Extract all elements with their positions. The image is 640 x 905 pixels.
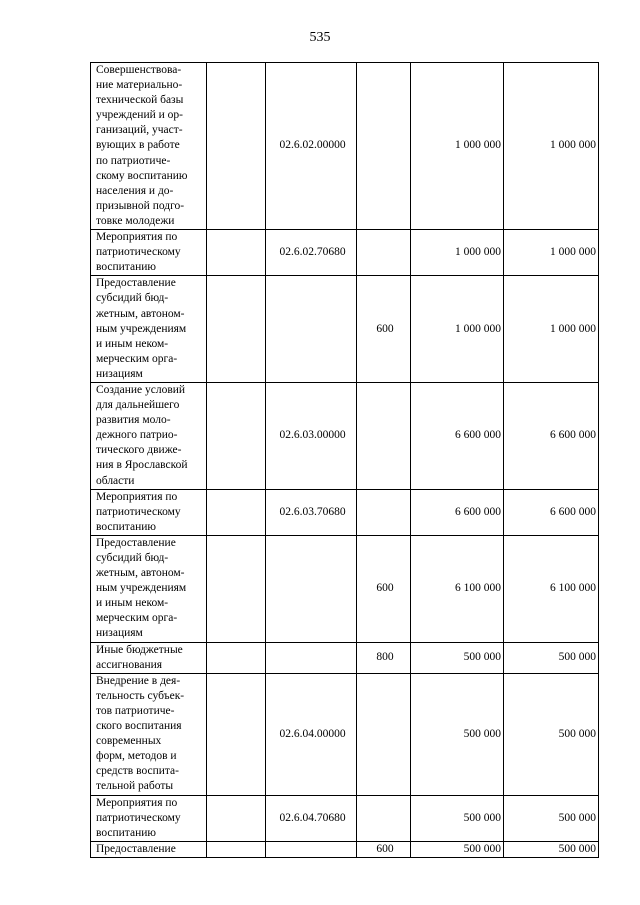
- item-name-line: тельной работы: [96, 780, 174, 793]
- amount-year2-cell: 1 000 000: [504, 63, 599, 230]
- item-name-cell: [91, 276, 207, 383]
- amount-year1-cell: 6 600 000: [411, 489, 504, 535]
- item-name-line: современных: [96, 735, 162, 748]
- item-name-line: Создание условий: [96, 383, 186, 396]
- table-row: [91, 276, 599, 383]
- ministry-code-cell: [207, 489, 266, 535]
- amount-year2-cell: 500 000: [504, 841, 599, 857]
- amount-year1-cell: 1 000 000: [411, 276, 504, 383]
- amount-year1-cell: 500 000: [411, 795, 504, 841]
- table-row: [91, 673, 599, 795]
- item-name-cell: [91, 63, 207, 230]
- amount-year1-cell: 1 000 000: [411, 63, 504, 230]
- item-name-line: субсидий бюд-: [96, 292, 169, 305]
- item-name-cell: [91, 382, 207, 489]
- amount-year1-cell: 500 000: [411, 642, 504, 673]
- item-name-line: Совершенствова-: [96, 64, 182, 76]
- item-name-line: Мероприятия по: [96, 490, 178, 503]
- target-article-cell: [266, 642, 357, 673]
- target-article-cell: [266, 535, 357, 642]
- item-name-line: по патриотиче-: [96, 154, 171, 167]
- item-name-line: ганизаций, участ-: [96, 124, 183, 137]
- item-name-cell: [91, 230, 207, 276]
- page-number: 535: [309, 30, 331, 45]
- item-name-line: и иным неком-: [96, 597, 169, 610]
- item-name-line: форм, методов и: [96, 750, 177, 763]
- item-name-line: патриотическому: [96, 246, 181, 259]
- amount-year1-cell: 1 000 000: [411, 230, 504, 276]
- ministry-code-cell: [207, 276, 266, 383]
- item-name-line: Предоставление: [96, 536, 176, 549]
- ministry-code-cell: [207, 535, 266, 642]
- expense-type-cell: [357, 673, 411, 795]
- amount-year2-cell: 6 600 000: [504, 489, 599, 535]
- item-name-line: тов патриотиче-: [96, 704, 175, 717]
- item-name-line: населения и до-: [96, 184, 174, 197]
- item-name-line: призывной подго-: [96, 199, 185, 212]
- expense-type-cell: [357, 489, 411, 535]
- item-name-cell: [91, 642, 207, 673]
- item-name-cell: [91, 535, 207, 642]
- amount-year2-cell: 500 000: [504, 673, 599, 795]
- table-row: [91, 489, 599, 535]
- item-name-line: ния в Ярославской: [96, 459, 188, 472]
- target-article-cell: 02.6.02.70680: [266, 230, 357, 276]
- item-name-line: средств воспита-: [96, 765, 179, 778]
- item-name-line: Предоставление: [96, 842, 176, 855]
- ministry-code-cell: [207, 63, 266, 230]
- expense-type-cell: 600: [357, 535, 411, 642]
- item-name-line: Внедрение в дея-: [96, 674, 181, 687]
- item-name-line: дежного патрио-: [96, 429, 178, 442]
- budget-table-body: [91, 63, 599, 858]
- item-name-line: товке молодежи: [96, 214, 175, 227]
- item-name-line: развития моло-: [96, 414, 171, 427]
- item-name-line: и иным неком-: [96, 337, 169, 350]
- table-row: [91, 230, 599, 276]
- amount-year1-cell: 500 000: [411, 841, 504, 857]
- item-name-cell: [91, 795, 207, 841]
- amount-year2-cell: 1 000 000: [504, 230, 599, 276]
- expense-type-cell: 600: [357, 276, 411, 383]
- item-name-cell: [91, 673, 207, 795]
- item-name-line: тельность субъек-: [96, 689, 185, 702]
- ministry-code-cell: [207, 795, 266, 841]
- ministry-code-cell: [207, 673, 266, 795]
- item-name-line: ние материально-: [96, 79, 183, 92]
- item-name-line: Мероприятия по: [96, 231, 178, 244]
- expense-type-cell: [357, 382, 411, 489]
- item-name-line: мерческим орга-: [96, 352, 178, 365]
- amount-year1-cell: 6 600 000: [411, 382, 504, 489]
- target-article-cell: 02.6.04.00000: [266, 673, 357, 795]
- amount-year2-cell: 6 100 000: [504, 535, 599, 642]
- item-name-cell: [91, 489, 207, 535]
- item-name-line: ассигнования: [96, 658, 163, 671]
- item-name-line: низациям: [96, 627, 143, 640]
- item-name-line: жетным, автоном-: [96, 567, 185, 580]
- item-name-line: тического движе-: [96, 444, 182, 457]
- table-row: [91, 382, 599, 489]
- item-name-line: субсидий бюд-: [96, 552, 169, 564]
- expense-type-cell: [357, 63, 411, 230]
- target-article-cell: 02.6.03.70680: [266, 489, 357, 535]
- expense-type-cell: [357, 795, 411, 841]
- amount-year2-cell: 500 000: [504, 642, 599, 673]
- expense-type-cell: 800: [357, 642, 411, 673]
- target-article-cell: [266, 841, 357, 857]
- item-name-line: вующих в работе: [96, 139, 180, 152]
- item-name-line: учреждений и ор-: [96, 109, 183, 122]
- item-name-line: жетным, автоном-: [96, 307, 185, 320]
- item-name-line: для дальнейшего: [96, 399, 180, 412]
- item-name-line: ным учреждениям: [96, 582, 187, 595]
- table-row: [91, 841, 599, 857]
- ministry-code-cell: [207, 382, 266, 489]
- item-name-line: ным учреждениям: [96, 322, 187, 335]
- table-row: [91, 63, 599, 230]
- item-name-line: патриотическому: [96, 505, 181, 518]
- target-article-cell: 02.6.04.70680: [266, 795, 357, 841]
- item-name-line: воспитанию: [96, 261, 156, 274]
- amount-year2-cell: 1 000 000: [504, 276, 599, 383]
- expense-type-cell: 600: [357, 841, 411, 857]
- ministry-code-cell: [207, 642, 266, 673]
- ministry-code-cell: [207, 841, 266, 857]
- table-row: [91, 535, 599, 642]
- table-row: [91, 795, 599, 841]
- item-name-line: скому воспитанию: [96, 169, 188, 182]
- amount-year2-cell: 6 600 000: [504, 382, 599, 489]
- item-name-line: мерческим орга-: [96, 612, 178, 625]
- item-name-line: низациям: [96, 367, 143, 380]
- ministry-code-cell: [207, 230, 266, 276]
- amount-year2-cell: 500 000: [504, 795, 599, 841]
- table-row: [91, 642, 599, 673]
- target-article-cell: 02.6.02.00000: [266, 63, 357, 230]
- expense-type-cell: [357, 230, 411, 276]
- item-name-line: технической базы: [96, 94, 184, 107]
- target-article-cell: 02.6.03.00000: [266, 382, 357, 489]
- item-name-line: Мероприятия по: [96, 796, 178, 809]
- item-name-line: воспитанию: [96, 520, 156, 533]
- amount-year1-cell: 500 000: [411, 673, 504, 795]
- item-name-cell: [91, 841, 207, 857]
- item-name-line: области: [96, 474, 135, 487]
- item-name-line: воспитанию: [96, 826, 156, 839]
- item-name-line: патриотическому: [96, 811, 181, 824]
- item-name-line: ского воспитания: [96, 720, 182, 733]
- item-name-line: Предоставление: [96, 277, 176, 290]
- item-name-line: Иные бюджетные: [96, 643, 183, 656]
- target-article-cell: [266, 276, 357, 383]
- budget-table: [90, 62, 599, 858]
- amount-year1-cell: 6 100 000: [411, 535, 504, 642]
